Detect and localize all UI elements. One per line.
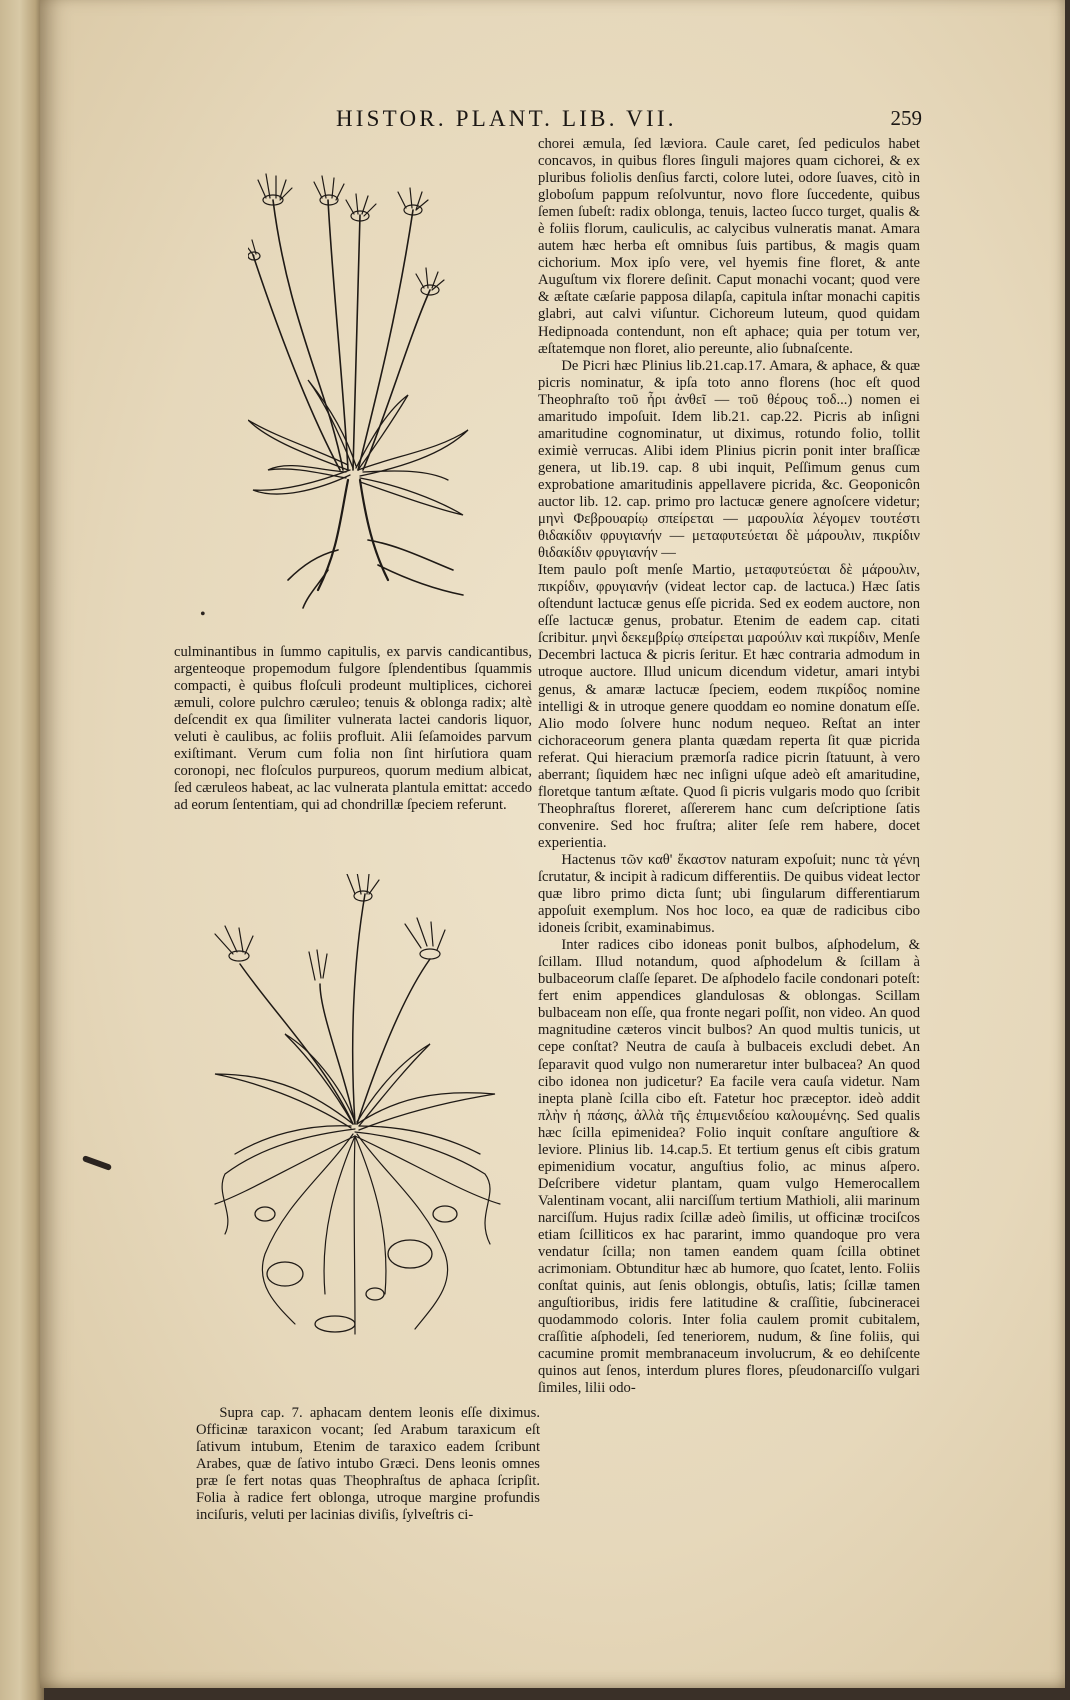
left-column-text-lower: [196, 1405, 540, 1524]
right-column-text: [538, 136, 920, 1397]
paragraph: culminantibus in ſummo capitulis, ex parvis candicantibus, argenteoque propemodum fulgore ſplendentibus ſquammis compacti, è quibus floſculi prodeunt multiplices, cichorei æmuli, colore pulchro cæruleo; tenuis & oblonga radix; altè deſcendit ex qua ſimiliter vulnerata lactei candoris liquor, veluti è caulibus, ac foliis profluit. Alii ſeſamoides parvum exiſtimant. Verum cum folia non ſint hirſutiora quam coronopi, nec floſculos purpureos, quorum medium albicat, ſed cæruleos habeat, ac lac vulnerata plantula emittat: accedo ad eorum ſententiam, qui ad chondrillæ ſpeciem referunt.: [174, 644, 532, 814]
previous-page-edge: [0, 0, 44, 1700]
paragraph: Supra cap. 7. aphacam dentem leonis eſſe diximus. Officinæ taraxicon vocant; ſed Arabum taraxicum eſt ſativum intubum, Etenim de taraxico eadem ſcribunt Arabes, quæ de ſativo intubo Græci. Dens leonis omnes præ ſe fert notas quas Theophraſtus de aphaca ſcripſit. Folia à radice fert oblonga, utroque margine profundis inciſuris, veluti per lacinias diviſis, ſylveſtris ci-: [196, 1405, 540, 1524]
running-header: [336, 106, 922, 132]
plant-illustration-lower: [205, 874, 503, 1344]
paragraph: chorei æmula, ſed læviora. Caule caret, ſed pediculos habet concavos, in quibus flores ſinguli majores quam cichorei, & ex pluribus foliolis denſius farcti, colore lutei, odore ſuaves, citò in globoſum pappum reſolvuntur, novo flore ſuccedente, quibus ſemen ſubeſt: radix oblonga, tenuis, lacteo ſucco turget, qualis & è foliis florum, cauliculis, ac calycibus vulneratis manat. Amara autem hæc herba eſt omnibus ſuis partibus, & magis quam cichorium. Mox ipſo vere, vel hyemis fine floret, & ante Auguſtum vix florere deſinit. Caput monachi vocant; quod vere & æſtate cæſarie papposa dilapſa, capitula inſtar monachi capitis glabri, aut calvi viſuntur. Cichoreum luteum, quod quidam Hedipnoada contendunt, non eſt aphace; quia per totum ver, æſtatemque non floret, alio pereunte, alio ſubnaſcente.: [538, 136, 920, 357]
paragraph: Item paulo poſt menſe Martio, μεταφυτεύεται δὲ μάρουλιν, πικρίδιν, φρυγιανήν (videat lector cap. de lactuca.) Hæc ſatis oſtendunt lactucæ genus eſſe picrida. Sed ex eodem auctore, non eſſe lactucæ genus, probatur. Etenim de eadem cap. citati ſcribitur. μηνὶ δεκεμβρίῳ σπείρεται μαρούλιν καὶ πικρίδιν, Menſe Decembri lactuca & picris ſeritur. Et hæc contraria admodum in utroque auctore. Illud unicum dicendum videtur, amari intybi genus, & amaræ lactucæ ſpeciem, eodem πικρίδος nomine intelligi & in utroque genere quoddam eo nomine donatum eſſe. Alio modo ſolvere hunc nodum nequeo. Reſtat an inter cichoraceorum genera planta quædam reperta ſit quæ picrida referat. Qui hieracium præmorſa radice picrin ſtatuunt, à vero aberrant; ſiquidem hæc nec inſigni uſque adeò eſt amaritudine, floretque tantum æſtate. Quod ſi picris vulgaris modo quo ſcribit Theophraſtus floreret, aſſererem hanc cum deſcriptione ſatis convenire. Sed hoc fruſtra; aliter ſeſe rem habere, docet experientia.: [538, 562, 920, 851]
plant-illustration-upper: [248, 170, 503, 610]
paragraph: Hactenus τῶν καθ' ἕκαστον naturam expoſuit; nunc τὰ γένη ſcrutatur, & incipit à radicum differentiis. De quibus videat lector quæ libro primo dicta ſunt; ubi ſingularum differentiarum appoſuit exemplum. Nos hoc loco, ea quæ de radicibus cibo idoneis ſcribit, examinabimus.: [538, 851, 920, 937]
left-column-text-upper: [174, 644, 532, 814]
page-number: 259: [890, 106, 922, 130]
running-title: HISTOR. PLANT. LIB. VII.: [336, 106, 677, 131]
paragraph: De Picri hæc Plinius lib.21.cap.17. Amara, & aphace, & quæ picris nominatur, & ipſa toto anno florens (hoc eſt quod Theophraſto τοῦ ἦρι ἀνθεῖ — τοῦ θέρους τοδ...) nomen ei amaritudo impoſuit. Idem lib.21. cap.22. Picris ab inſigni amaritudine cognominatur, ut diximus, rotundo folio, tollit eximiè verrucas. Alibi idem Plinius picrin ponit inter braſſicæ genera, ut lib.19. cap. 8 ubi inquit, Peſſimum genus cum exprobatione amaritudinis appellavere picrida, &c. Geoponicôn auctor lib. 12. cap. primo pro lactucæ genere agnoſcere videtur; μηνὶ Φεβρουαρίῳ σπείρεται — μαρουλία λέγομεν τουτέστι θιδακίδιν φρυγιανήν — μεταφυτεύεται δὲ μάρουλιν, πικρίδιν θιδακίδιν φρυγιανήν —: [538, 357, 920, 562]
stray-ink-dot: •: [200, 606, 206, 623]
paragraph: Inter radices cibo idoneas ponit bulbos, aſphodelum, & ſcillam. Illud notandum, quod aſphodelum & ſcillam à bulbaceorum claſſe ſeparet. De aſphodelo facile condonari poteſt: fert enim appendices glandulosas & oblongas. Scillam bulbaceam non eſſe, qua fronte negari poſſit, non video. An quod magnitudine cæteros vincit bulbos? An quod multis tunicis, ut cepe conſtat? Neutra de cauſa à bulbaceis excludi debet. An ſeparavit quod vulgo non numeraretur inter bulbacea? An quod cibo idonea non judicetur? Ea facile vera cauſa videtur. Nam inepta planè ſcilla cibo eſt. Fatetur hoc præceptor. ideò addit πλὴν ἡ πάσης, ἀλλὰ τῆς ἐπιμενιδείου καλουμένης. Sed qualis hæc ſcilla epimenidea? Folio inquit conſtare anguſtiore & leviore. Plinius lib. 14.cap.5. Et tertium genus eſt cibis gratum epimenidium vocatur, anguſtius folio, ac minus aſpero. Deſcribere videtur plantam, quam vulgo Hemerocallem Valentinam vocant, alii narciſſum tertium Mathioli, alii marinum narciſſum. Hujus radix ſcillæ adeò ſimilis, ut officinæ trociſcos etiam ſcilliticos ex hac pararint, immo quandoque pro vera vendatur ſcilla; non tamen eandem quam ſcilla obtinet acrimoniam. Obtunditur hæc ab humore, quo ſcatet, lento. Foliis conſtat quinis, aut ſenis oblongis, obtuſis, latis; ſcillæ tamen anguſtioribus, iridis fere latitudine & craſſitie, ſubcineracei quodammodo coloris. Inter folia caulem promit cubitalem, craſſitie aſphodeli, ſed teneriorem, nudum, & ſine foliis, qui cacumine promit membranaceum involucrum, & eo dehiſcente quinos aut ſenos, interdum plures flores, pſeudonarciſſo vulgari ſimiles, lilii odo-: [538, 937, 920, 1397]
